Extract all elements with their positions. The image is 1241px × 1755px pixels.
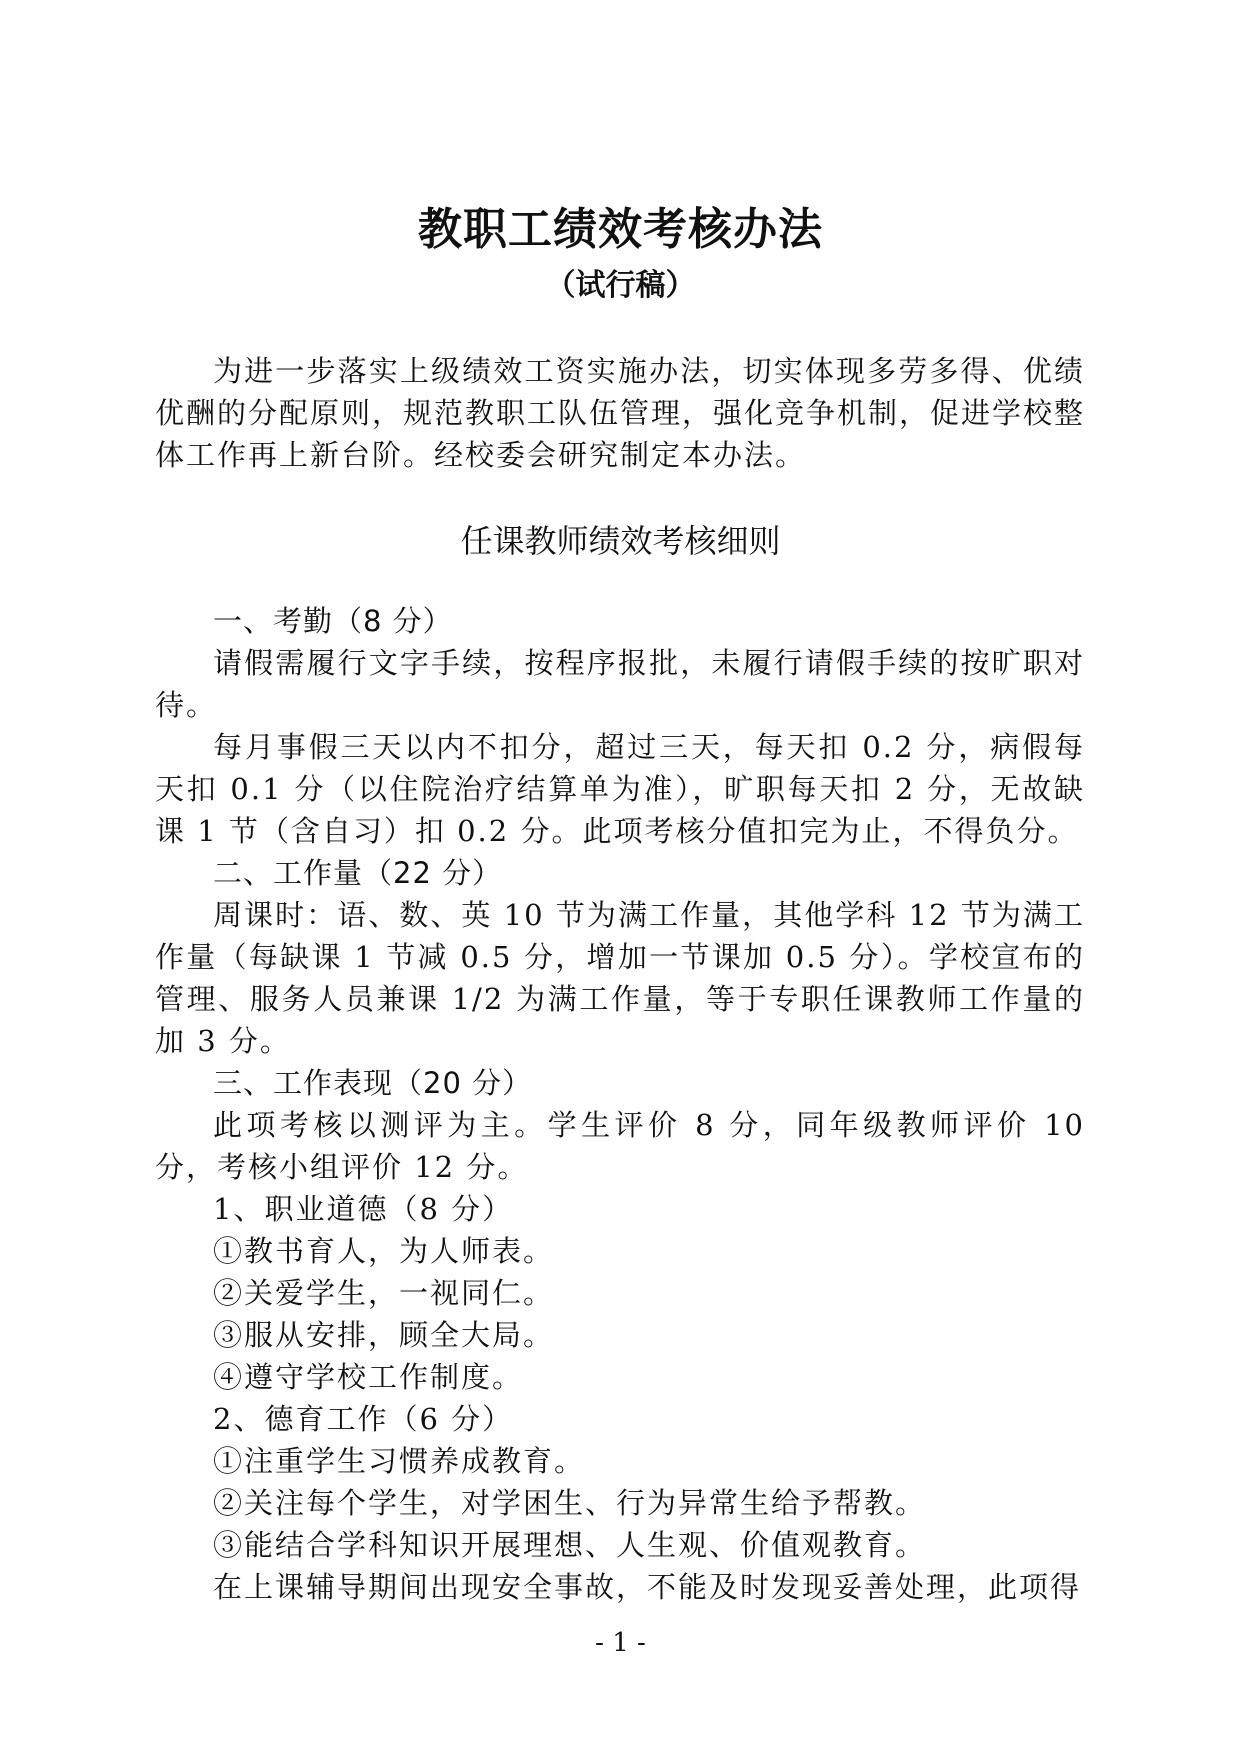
document-title: 教职工绩效考核办法 <box>418 204 823 255</box>
list-item: ③能结合学科知识开展理想、人生观、价值观教育。 <box>213 1528 927 1562</box>
page-number: - 1 - <box>595 1628 646 1658</box>
list-heading: 1、职业道德（8 分） <box>213 1192 514 1226</box>
paragraph: 周课时：语、数、英 10 节为满工作量，其他学科 12 节为满工作量（每缺课 1 节减 0.5 分，增加一节课加 0.5 分）。学校宣布的管理、服务人员兼课 1/2 为满工作量，等于专职任课教师工作量的加 3 分。 <box>155 898 1085 1058</box>
heading-performance: 三、工作表现（20 分） <box>213 1066 533 1100</box>
list-heading: 2、德育工作（6 分） <box>213 1402 514 1436</box>
list-item: ②关注每个学生，对学困生、行为异常生给予帮教。 <box>213 1486 927 1520</box>
paragraph: 请假需履行文字手续，按程序报批，未履行请假手续的按旷职对待。 <box>155 646 1085 722</box>
list-item: ④遵守学校工作制度。 <box>213 1360 524 1394</box>
paragraph: 每月事假三天以内不扣分，超过三天，每天扣 0.2 分，病假每天扣 0.1 分（以住院治疗结算单为准），旷职每天扣 2 分，无故缺课 1 节（含自习）扣 0.2 分。此项考核分值扣完为止，不得负分。 <box>155 730 1085 848</box>
content-block <box>155 600 1085 1608</box>
intro-paragraph: 为进一步落实上级绩效工资实施办法，切实体现多劳多得、优绩优酬的分配原则，规范教职工队伍管理，强化竞争机制，促进学校整体工作再上新台阶。经校委会研究制定本办法。 <box>155 354 1086 472</box>
intro-block <box>155 350 1085 476</box>
heading-attendance: 一、考勤（8 分） <box>213 604 453 638</box>
heading-workload: 二、工作量（22 分） <box>213 856 503 890</box>
paragraph: 此项考核以测评为主。学生评价 8 分，同年级教师评价 10 分，考核小组评价 12 分。 <box>155 1108 1085 1184</box>
document-subtitle: （试行稿） <box>545 268 696 303</box>
section-title: 任课教师绩效考核细则 <box>460 522 781 560</box>
paragraph: 在上课辅导期间出现安全事故，不能及时发现妥善处理，此项得 <box>213 1570 1082 1604</box>
list-item: ①注重学生习惯养成教育。 <box>213 1444 586 1478</box>
list-item: ①教书育人，为人师表。 <box>213 1234 555 1268</box>
list-item: ②关爱学生，一视同仁。 <box>213 1276 555 1310</box>
list-item: ③服从安排，顾全大局。 <box>213 1318 555 1352</box>
